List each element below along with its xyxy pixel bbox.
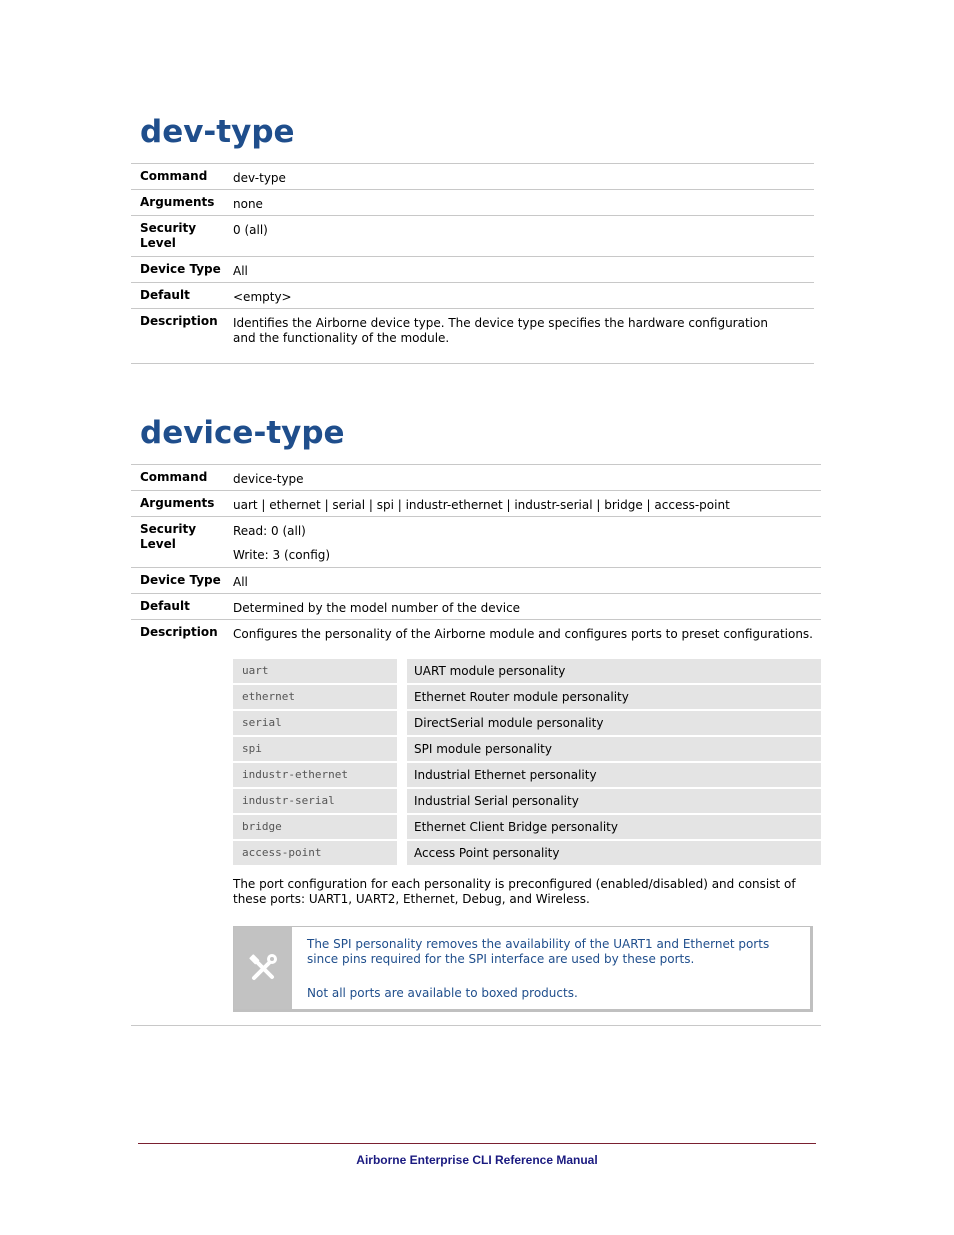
row-value: Configures the personality of the Airborne module and configures ports to preset configurations. — [233, 627, 813, 641]
table-row — [233, 763, 821, 787]
table-row — [131, 517, 821, 568]
tools-icon — [234, 927, 292, 1009]
row-value: dev-type — [233, 171, 286, 185]
row-key: Security Level — [140, 522, 197, 551]
device-type-table — [131, 464, 821, 650]
row-key: Description — [140, 625, 218, 639]
table-row — [233, 841, 821, 865]
table-row — [233, 815, 821, 839]
personality-desc: Access Point personality — [407, 841, 821, 865]
table-row — [233, 659, 821, 683]
dev-type-table — [131, 163, 814, 364]
personality-code: ethernet — [233, 685, 397, 709]
row-value: <empty> — [233, 290, 292, 304]
personality-code: uart — [233, 659, 397, 683]
personality-code: industr-serial — [233, 789, 397, 813]
row-value: Determined by the model number of the device — [233, 601, 521, 615]
personality-desc: Industrial Ethernet personality — [407, 763, 821, 787]
personality-code: access-point — [233, 841, 397, 865]
security-read: Read: 0 (all) — [233, 524, 306, 538]
row-value: Identifies the Airborne device type. The device type specifies the hardware configuration and the functionality of the module. — [233, 316, 768, 345]
table-row — [233, 685, 821, 709]
security-write: Write: 3 (config) — [233, 548, 331, 562]
table-row — [131, 594, 821, 620]
table-row — [233, 789, 821, 813]
row-value: none — [233, 197, 263, 211]
table-row — [131, 568, 821, 594]
note-line-2: Not all ports are available to boxed products. — [307, 986, 578, 1000]
table-row — [131, 164, 814, 190]
row-key: Security Level — [140, 221, 197, 250]
personality-code: industr-ethernet — [233, 763, 397, 787]
port-paragraph: The port configuration for each personality is preconfigured (enabled/disabled) and consist of these ports: UART1, UART2, Ethernet, Debug, and Wireless. — [233, 877, 796, 906]
section-title-device-type: device-type — [140, 415, 345, 451]
table-row — [131, 283, 814, 309]
footer-title: Airborne Enterprise CLI Reference Manual — [356, 1153, 598, 1167]
personality-desc: Ethernet Router module personality — [407, 685, 821, 709]
table-row — [233, 737, 821, 761]
table-row — [131, 491, 821, 517]
row-key: Description — [140, 314, 218, 328]
row-key: Command — [140, 169, 208, 183]
table-row — [233, 711, 821, 735]
personality-desc: SPI module personality — [407, 737, 821, 761]
personality-code: bridge — [233, 815, 397, 839]
table-row — [131, 465, 821, 491]
section-divider — [131, 1025, 821, 1026]
row-key: Command — [140, 470, 208, 484]
section-title-dev-type: dev-type — [140, 114, 295, 150]
footer-divider — [138, 1143, 816, 1144]
note-box — [233, 926, 813, 1012]
row-key: Device Type — [140, 573, 221, 587]
note-line-1: The SPI personality removes the availability of the UART1 and Ethernet ports since pins required for the SPI interface are used by these ports. — [307, 937, 770, 966]
row-value: 0 (all) — [233, 223, 268, 237]
row-value: All — [233, 575, 248, 589]
table-row — [131, 216, 814, 257]
table-row — [131, 309, 814, 364]
personality-table — [233, 659, 821, 867]
personality-code: spi — [233, 737, 397, 761]
row-value: uart | ethernet | serial | spi | industr-ethernet | industr-serial | bridge | access-point — [233, 498, 730, 512]
personality-desc: Industrial Serial personality — [407, 789, 821, 813]
personality-code: serial — [233, 711, 397, 735]
row-value: device-type — [233, 472, 304, 486]
table-row — [131, 190, 814, 216]
table-row — [131, 620, 821, 650]
row-value — [233, 517, 821, 567]
note-text — [307, 937, 802, 1020]
personality-desc: UART module personality — [407, 659, 821, 683]
row-value: All — [233, 264, 248, 278]
row-key: Device Type — [140, 262, 221, 276]
personality-desc: Ethernet Client Bridge personality — [407, 815, 821, 839]
row-key: Default — [140, 288, 190, 302]
row-key: Arguments — [140, 195, 215, 209]
personality-desc: DirectSerial module personality — [407, 711, 821, 735]
table-row — [131, 257, 814, 283]
row-key: Default — [140, 599, 190, 613]
row-key: Arguments — [140, 496, 215, 510]
